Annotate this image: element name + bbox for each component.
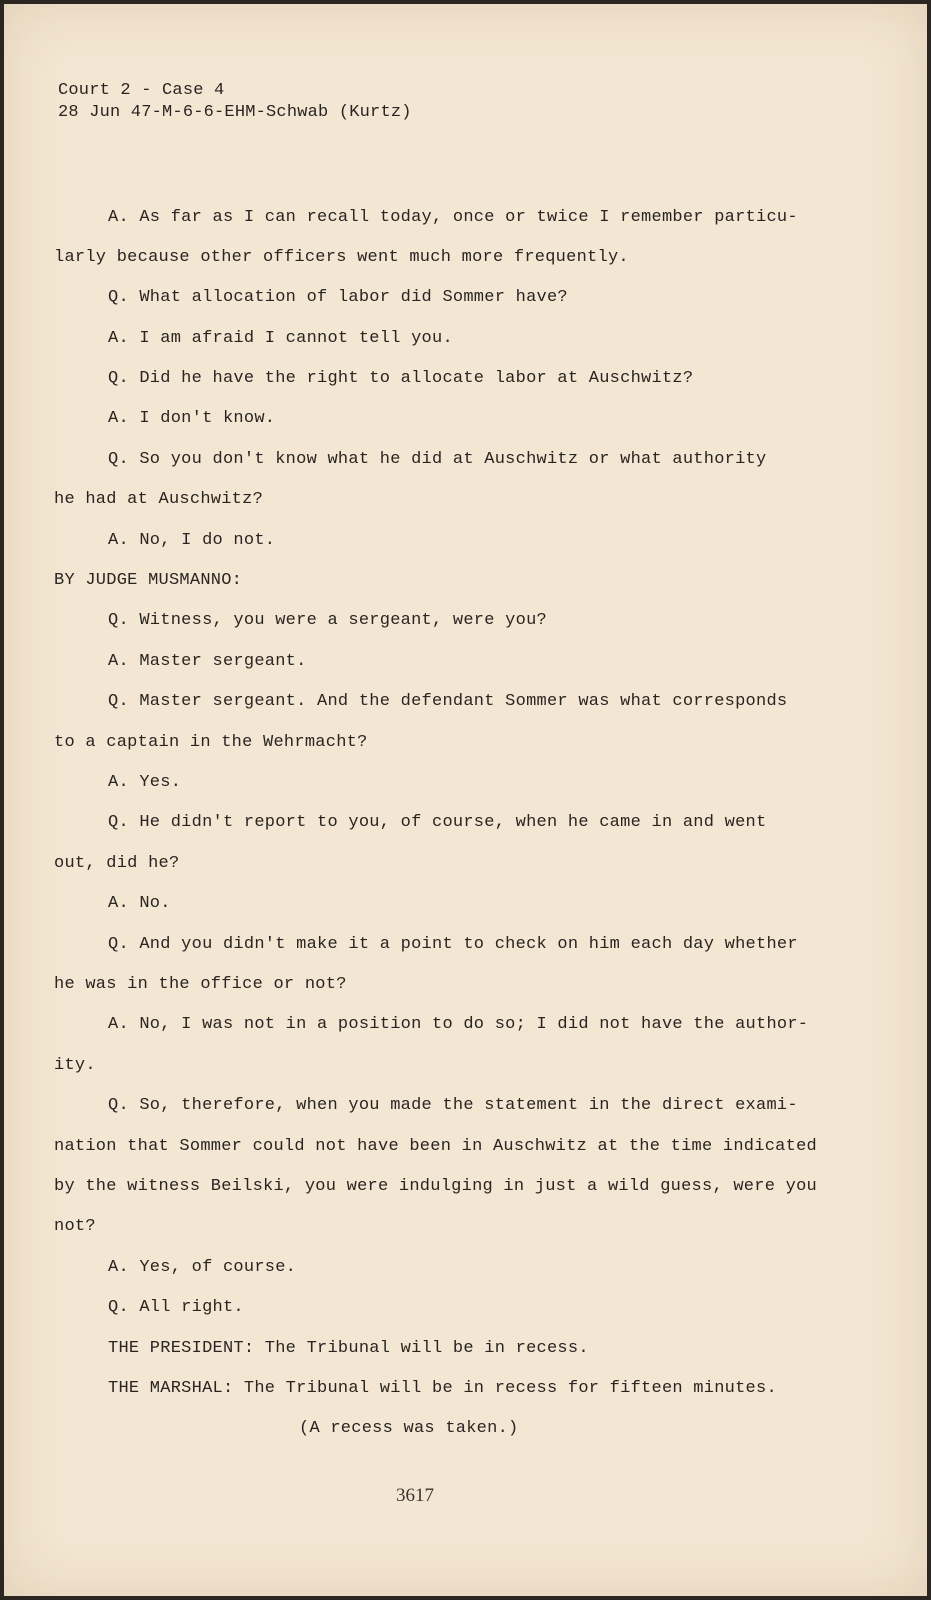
transcript-line: ity. bbox=[54, 1056, 96, 1075]
speaker-line: THE PRESIDENT: The Tribunal will be in recess. bbox=[108, 1339, 589, 1358]
transcript-line: Q. Master sergeant. And the defendant Sommer was what corresponds bbox=[108, 692, 788, 711]
transcript-line: A. I don't know. bbox=[108, 409, 276, 428]
transcript-line: A. I am afraid I cannot tell you. bbox=[108, 329, 453, 348]
transcript-line: Q. So, therefore, when you made the statement in the direct exami- bbox=[108, 1096, 798, 1115]
transcript-line: A. Master sergeant. bbox=[108, 652, 307, 671]
transcript-line: Q. Did he have the right to allocate labor at Auschwitz? bbox=[108, 369, 694, 388]
transcript-line: he was in the office or not? bbox=[54, 975, 347, 994]
page-number: 3617 bbox=[396, 1485, 434, 1506]
speaker-line: THE MARSHAL: The Tribunal will be in recess for fifteen minutes. bbox=[108, 1379, 777, 1398]
document-page bbox=[4, 4, 927, 1596]
transcript-line: by the witness Beilski, you were indulging in just a wild guess, were you bbox=[54, 1177, 817, 1196]
transcript-line: to a captain in the Wehrmacht? bbox=[54, 733, 368, 752]
transcript-line: larly because other officers went much more frequently. bbox=[54, 248, 629, 267]
transcript-line: Q. Witness, you were a sergeant, were you? bbox=[108, 611, 547, 630]
transcript-line: A. Yes, of course. bbox=[108, 1258, 297, 1277]
transcript-line: Q. All right. bbox=[108, 1298, 244, 1317]
transcript-line: Q. What allocation of labor did Sommer have? bbox=[108, 288, 568, 307]
transcript-line: A. No, I was not in a position to do so; I did not have the author- bbox=[108, 1015, 809, 1034]
transcript-line: A. No. bbox=[108, 894, 171, 913]
transcript-line: he had at Auschwitz? bbox=[54, 490, 264, 509]
speaker-heading: BY JUDGE MUSMANNO: bbox=[54, 571, 243, 590]
court-case-label: Court 2 - Case 4 bbox=[58, 81, 225, 100]
transcript-line: Q. And you didn't make it a point to check on him each day whether bbox=[108, 935, 798, 954]
transcript-line: Q. He didn't report to you, of course, when he came in and went bbox=[108, 813, 767, 832]
transcript-line: A. Yes. bbox=[108, 773, 182, 792]
transcript-reference: 28 Jun 47-M-6-6-EHM-Schwab (Kurtz) bbox=[58, 103, 412, 122]
transcript-line: A. As far as I can recall today, once or twice I remember particu- bbox=[108, 208, 798, 227]
recess-note: (A recess was taken.) bbox=[299, 1419, 519, 1438]
transcript-line: not? bbox=[54, 1217, 96, 1236]
document-header bbox=[58, 80, 412, 124]
transcript-line: out, did he? bbox=[54, 854, 180, 873]
transcript-line: nation that Sommer could not have been in Auschwitz at the time indicated bbox=[54, 1137, 817, 1156]
transcript-line: A. No, I do not. bbox=[108, 531, 276, 550]
transcript-line: Q. So you don't know what he did at Auschwitz or what authority bbox=[108, 450, 767, 469]
